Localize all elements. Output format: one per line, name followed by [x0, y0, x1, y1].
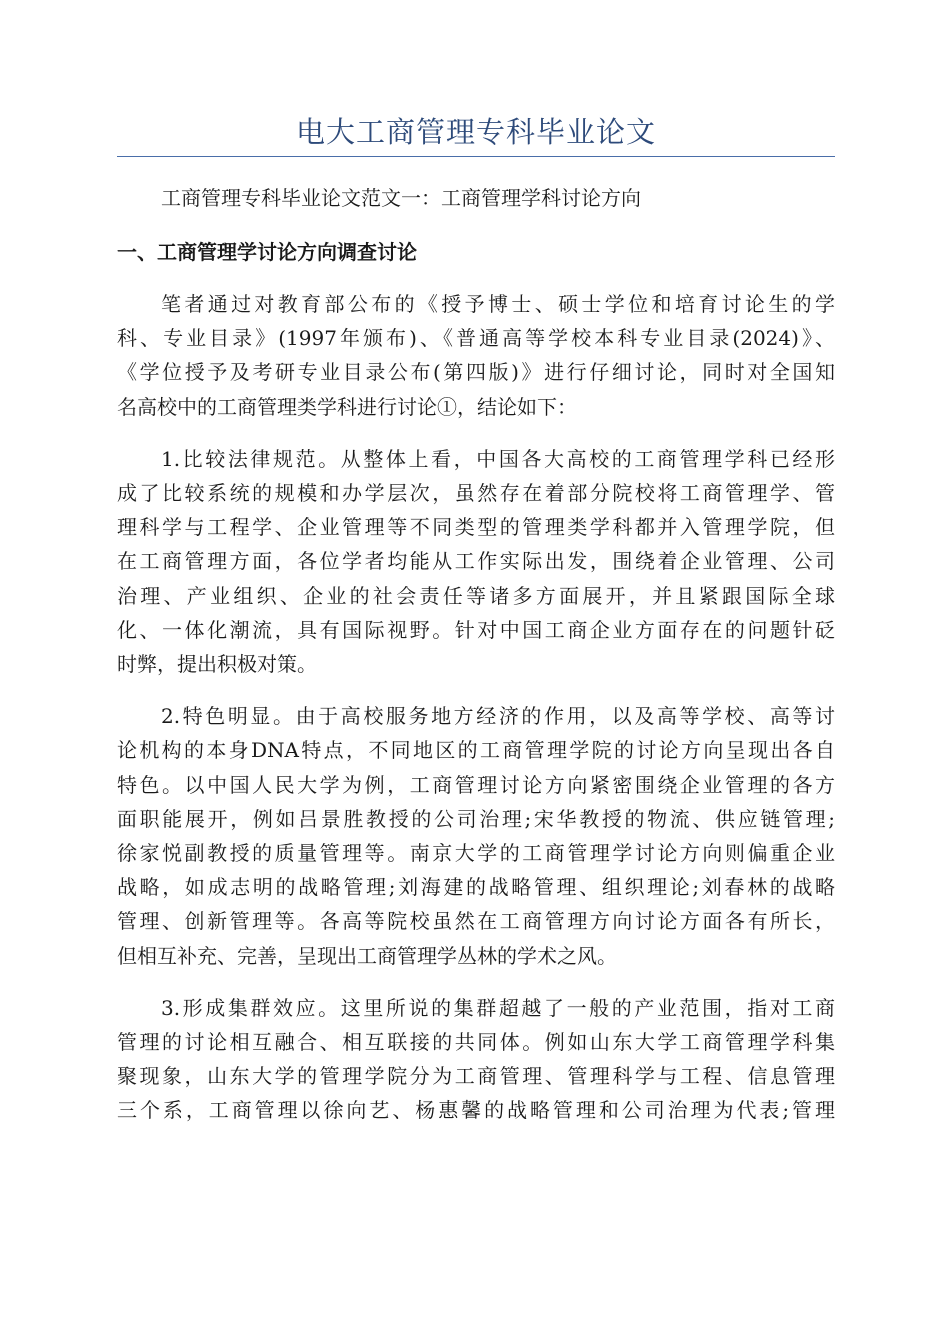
title-underline [117, 156, 835, 157]
paragraph-line: 三个系，工商管理以徐向艺、杨惠馨的战略管理和公司治理为代表;管理 [117, 1098, 835, 1123]
paragraph-line: 聚现象，山东大学的管理学院分为工商管理、管理科学与工程、信息管理 [117, 1064, 835, 1089]
paragraph-line: 战略，如成志明的战略管理;刘海建的战略管理、组织理论;刘春林的战略 [117, 875, 835, 900]
paragraph-line: 3.形成集群效应。这里所说的集群超越了一般的产业范围，指对工商 [161, 995, 835, 1020]
paragraph-line: 科、专业目录》(1997年颁布)、《普通高等学校本科专业目录(2024)》、 [117, 326, 835, 351]
paragraph-line: 治理、产业组织、企业的社会责任等诸多方面展开，并且紧跟国际全球 [117, 583, 835, 608]
body-paragraph [117, 287, 835, 424]
paragraph-line: 化、一体化潮流，具有国际视野。针对中国工商企业方面存在的问题针砭 [117, 617, 835, 642]
paragraph-line: 时弊，提出积极对策。 [117, 652, 317, 677]
paragraph-line: 1.比较法律规范。从整体上看，中国各大高校的工商管理学科已经形 [161, 446, 835, 471]
body-paragraph [117, 699, 835, 973]
paragraph-line: 但相互补充、完善，呈现出工商管理学丛林的学术之风。 [117, 943, 617, 968]
body-paragraph [117, 442, 835, 681]
body-paragraph [117, 991, 835, 1128]
paragraph-line: 面职能展开，例如吕景胜教授的公司治理;宋华教授的物流、供应链管理; [117, 806, 835, 831]
paragraph-line: 笔者通过对教育部公布的《授予博士、硕士学位和培育讨论生的学 [161, 292, 835, 316]
paragraph-line: 名高校中的工商管理类学科进行讨论①，结论如下： [117, 394, 577, 419]
paragraph-line: 2.特色明显。由于高校服务地方经济的作用，以及高等学校、高等讨 [161, 704, 835, 729]
paragraph-line: 特色。以中国人民大学为例，工商管理讨论方向紧密围绕企业管理的各方 [117, 772, 835, 797]
body-paragraphs [117, 287, 835, 1128]
paragraph-line: 管理的讨论相互融合、相互联接的共同体。例如山东大学工商管理学科集 [117, 1030, 835, 1055]
paragraph-line: 成了比较系统的规模和办学层次，虽然存在着部分院校将工商管理学、管 [117, 481, 835, 506]
paragraph-line: 徐家悦副教授的质量管理等。南京大学的工商管理学讨论方向则偏重企业 [117, 841, 835, 866]
paragraph-line: 管理、创新管理等。各高等院校虽然在工商管理方向讨论方面各有所长， [117, 909, 835, 934]
paragraph-line: 在工商管理方面，各位学者均能从工作实际出发，围绕着企业管理、公司 [117, 549, 835, 574]
paragraph-line: 论机构的本身DNA特点，不同地区的工商管理学院的讨论方向呈现出各自 [117, 738, 835, 763]
intro-line: 工商管理专科毕业论文范文一：工商管理学科讨论方向 [161, 186, 641, 210]
document-title: 电大工商管理专科毕业论文 [295, 115, 656, 149]
section-heading: 一、工商管理学讨论方向调查讨论 [117, 240, 417, 264]
document-page [117, 0, 835, 1128]
paragraph-line: 理科学与工程学、企业管理等不同类型的管理类学科都并入管理学院，但 [117, 515, 835, 540]
paragraph-line: 《学位授予及考研专业目录公布(第四版)》进行仔细讨论，同时对全国知 [117, 360, 835, 385]
